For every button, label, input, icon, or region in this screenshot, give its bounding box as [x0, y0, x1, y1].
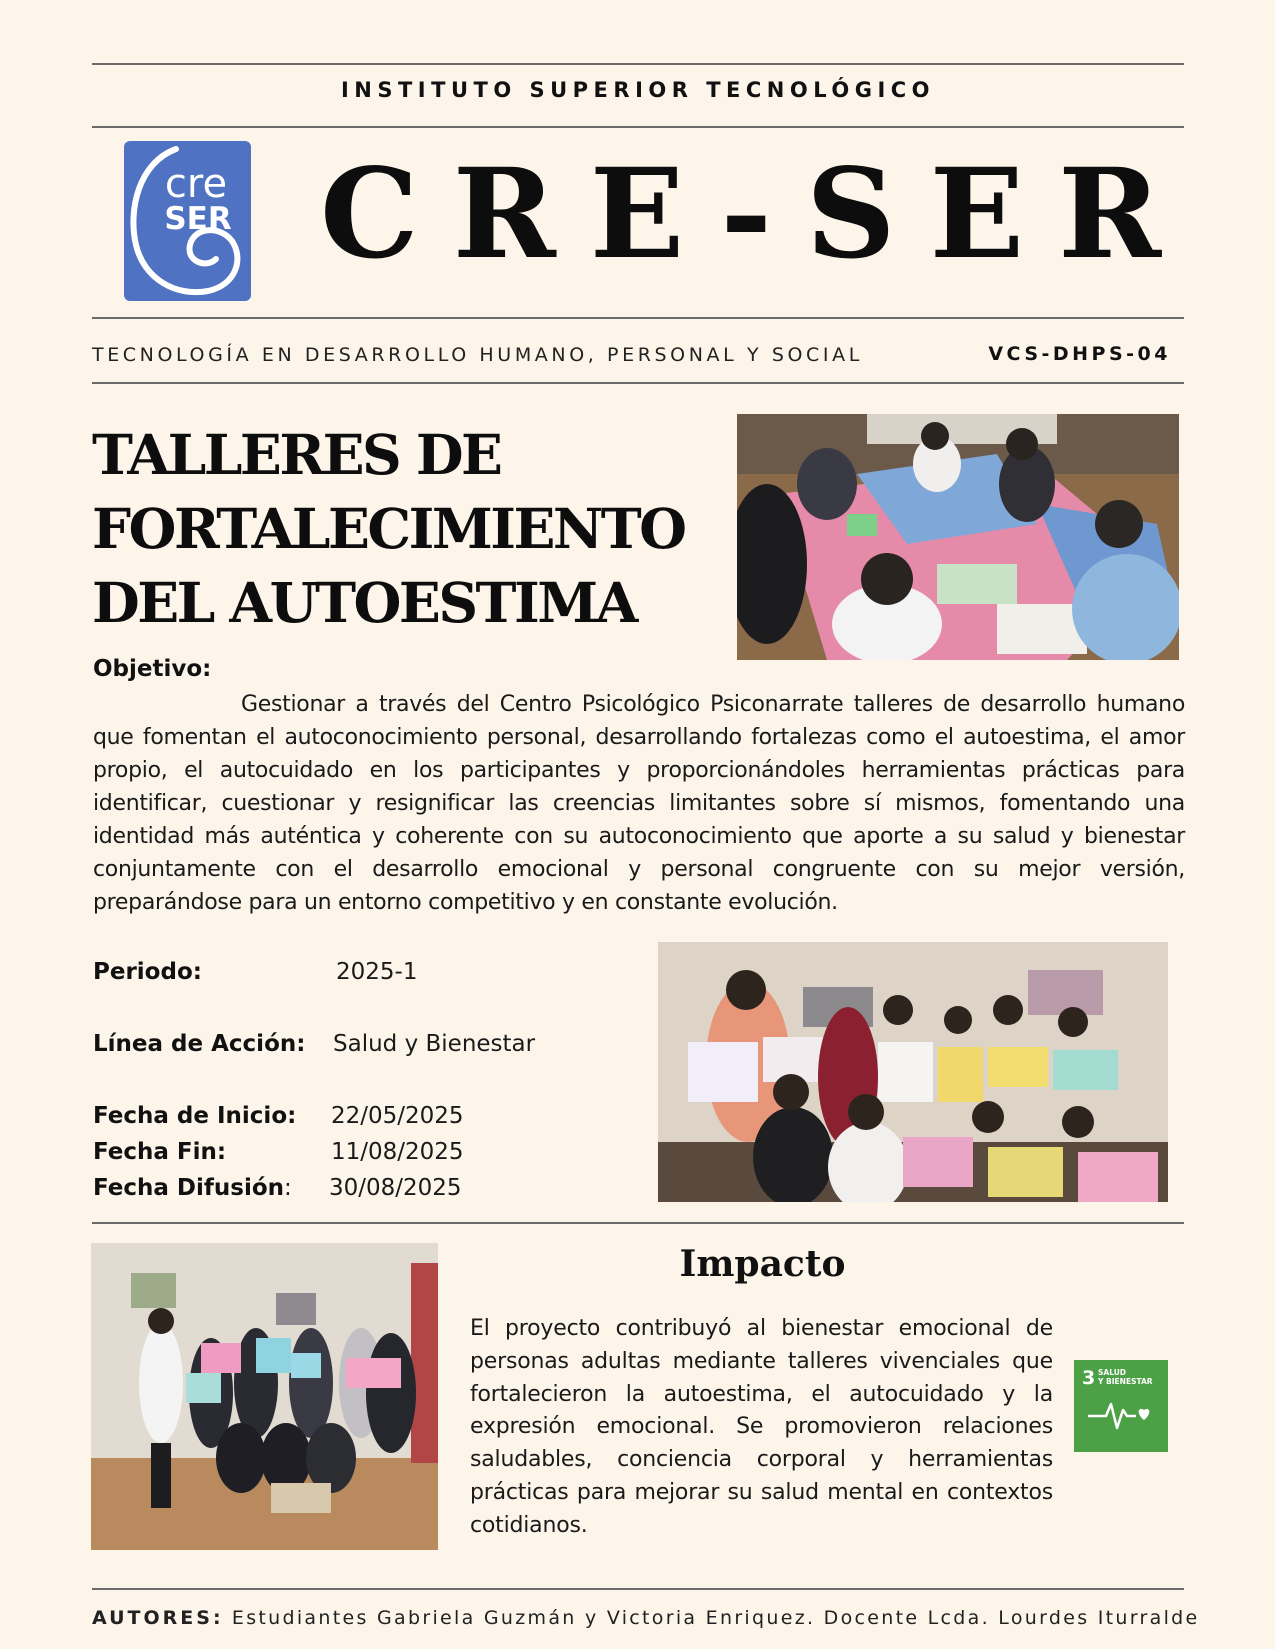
career-name: TECNOLOGÍA EN DESARROLLO HUMANO, PERSONAL Y SOCIAL: [92, 344, 863, 366]
group-photo-posters: [658, 942, 1168, 1202]
document-code: VCS-DHPS-04: [988, 343, 1171, 365]
start-date-value: 22/05/2025: [331, 1103, 464, 1129]
end-date-value: 11/08/2025: [331, 1139, 464, 1165]
impact-title: Impacto: [679, 1243, 846, 1285]
impact-rule: [92, 1222, 1184, 1224]
title-line-2: FORTALECIMIENTO: [92, 496, 685, 561]
career-rule: [92, 382, 1184, 384]
sdg-3-badge: [1074, 1360, 1168, 1452]
diffusion-label-colon: :: [284, 1175, 292, 1201]
cre-ser-logo: [124, 141, 251, 301]
diffusion-date-label: [93, 1175, 292, 1201]
footer-rule: [92, 1588, 1184, 1590]
authors-text: Estudiantes Gabriela Guzmán y Victoria Enriquez. Docente Lcda. Lourdes Iturralde: [223, 1607, 1200, 1629]
impact-text: El proyecto contribuyó al bienestar emocional de personas adultas mediante talleres vivenciales que fortalecieron la autoestima, el autocuidado y la expresión emocional. Se promovieron relaciones saludables, conciencia corporal y herramientas prácticas para mejorar su salud mental en contextos cotidianos.: [470, 1316, 1053, 1538]
authors-label: AUTORES:: [92, 1607, 224, 1629]
period-value: 2025-1: [336, 959, 418, 985]
sdg-label-line-1: SALUD: [1098, 1368, 1127, 1377]
diffusion-label-text: Fecha Difusión: [93, 1175, 285, 1201]
logo-text-ser: SER: [164, 201, 232, 237]
authors-credit: [92, 1607, 1200, 1629]
end-date-label: Fecha Fin:: [93, 1139, 227, 1165]
brand-rule: [92, 317, 1184, 319]
sdg-number: 3: [1082, 1367, 1096, 1389]
brand-title: CRE-SER: [320, 142, 1196, 287]
heartbeat-icon: [1086, 1396, 1156, 1432]
header-rule: [92, 126, 1184, 128]
action-line-label: Línea de Acción:: [93, 1031, 306, 1057]
period-label: Periodo:: [93, 959, 202, 985]
objective-text: Gestionar a través del Centro Psicológico Psiconarrate talleres de desarrollo humano que fomentan el autoconocimiento personal, desarrollando fortalezas como el autoestima, el amor propio, el autocuidado en los participantes y proporcionándoles herramientas prácticas para identificar, cuestionar y resignificar las creencias limitantes sobre sí mismos, fomentando una identidad más auténtica y coherente con su autoconocimiento que aporte a su salud y bienestar conjuntamente con el desarrollo emocional y personal congruente con su mejor versión, preparándose para un entorno competitivo y en constante evolución.: [93, 692, 1185, 915]
sdg-label: [1098, 1368, 1153, 1386]
page-title: [92, 418, 732, 640]
title-line-3: DEL AUTOESTIMA: [92, 570, 636, 635]
diffusion-date-value: 30/08/2025: [329, 1175, 462, 1201]
institute-name: INSTITUTO SUPERIOR TECNOLÓGICO: [340, 78, 936, 102]
action-line-value: Salud y Bienestar: [333, 1031, 536, 1057]
sdg-label-line-2: Y BIENESTAR: [1098, 1377, 1153, 1386]
top-rule: [92, 63, 1184, 65]
logo-text-cre: cre: [164, 161, 228, 207]
title-line-1: TALLERES DE: [92, 422, 501, 487]
group-photo-standing: [91, 1243, 438, 1550]
workshop-photo: [737, 414, 1179, 660]
objective-label: Objetivo:: [93, 656, 212, 682]
start-date-label: Fecha de Inicio:: [93, 1103, 297, 1129]
